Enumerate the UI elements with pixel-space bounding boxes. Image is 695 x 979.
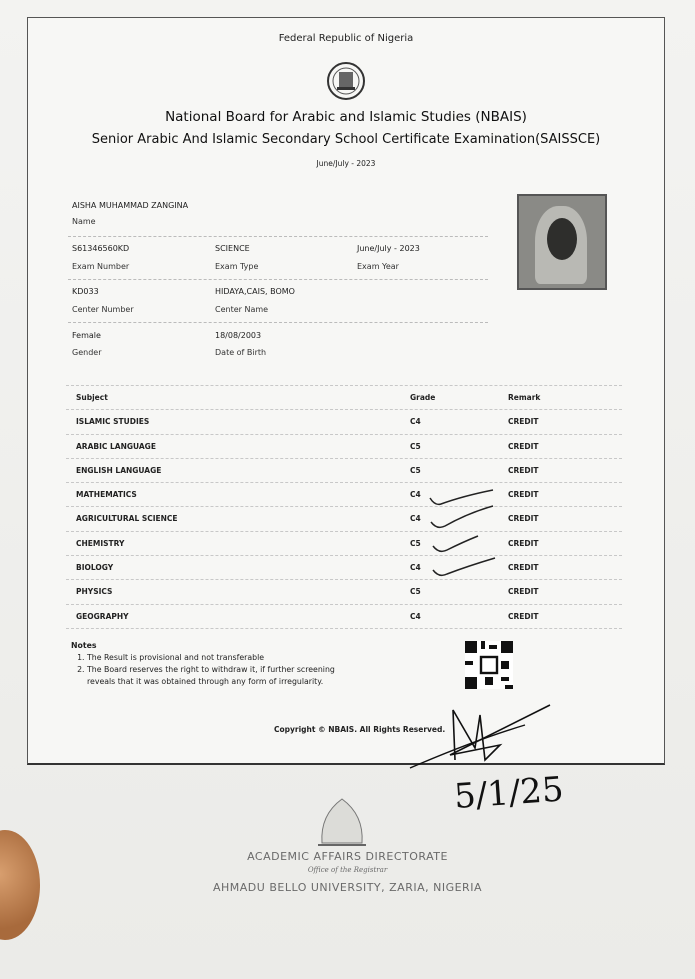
cell-grade: C4 [410, 490, 421, 500]
signature-date: 5/1/25 [452, 769, 565, 817]
table-header [66, 385, 622, 410]
exam-year: June/July - 2023 [357, 244, 420, 253]
handwritten-signature [405, 700, 575, 830]
table-row [66, 532, 622, 556]
exam-number: S61346560KD [72, 244, 130, 253]
subject-header: Subject [76, 393, 108, 402]
abu-crest-icon [312, 795, 372, 851]
copyright-text: Copyright © NBAIS. All Rights Reserved. [274, 725, 446, 734]
cell-subject: ISLAMIC STUDIES [76, 417, 150, 427]
note-item: 2. The Board reserves the right to withdraw it, if further screening reveals that it was obtained through any form of irregularity. [87, 664, 357, 688]
cell-grade: C4 [410, 563, 421, 573]
cell-subject: AGRICULTURAL SCIENCE [76, 514, 178, 524]
cell-grade: C4 [410, 611, 421, 621]
stamp-directorate: ACADEMIC AFFAIRS DIRECTORATE [247, 850, 448, 863]
cell-subject: ARABIC LANGUAGE [76, 441, 156, 451]
cell-remark: CREDIT [508, 587, 539, 597]
handwritten-tick-marks [423, 458, 503, 588]
notes-section [71, 640, 357, 688]
center-name: HIDAYA,CAIS, BOMO [215, 287, 295, 296]
cell-remark: CREDIT [508, 441, 539, 451]
center-name-label: Center Name [215, 305, 269, 314]
cell-grade: C5 [410, 587, 421, 597]
cell-subject: PHYSICS [76, 587, 113, 597]
stamp-office: Office of the Registrar [307, 866, 388, 874]
cell-grade: C5 [410, 465, 421, 475]
cell-subject: ENGLISH LANGUAGE [76, 465, 162, 475]
cell-remark: CREDIT [508, 563, 539, 573]
table-row [66, 435, 622, 459]
cell-grade: C4 [410, 514, 421, 524]
notes-title: Notes [71, 641, 97, 650]
cell-grade: C5 [410, 441, 421, 451]
table-row [66, 556, 622, 580]
table-row [66, 459, 622, 483]
exam-session: June/July - 2023 [316, 159, 376, 168]
cell-remark: CREDIT [508, 538, 539, 548]
cell-grade: C5 [410, 538, 421, 548]
table-row [66, 483, 622, 507]
exam-title: Senior Arabic And Islamic Secondary School Certificate Examination(SAISSCE) [91, 132, 601, 147]
gender-label: Gender [72, 348, 102, 357]
board-title: National Board for Arabic and Islamic Studies (NBAIS) [165, 109, 527, 125]
cell-subject: CHEMISTRY [76, 538, 125, 548]
exam-number-label: Exam Number [72, 262, 130, 271]
country-title: Federal Republic of Nigeria [278, 33, 414, 44]
table-row [66, 605, 622, 629]
exam-year-label: Exam Year [357, 262, 399, 271]
qr-code-icon [465, 641, 513, 689]
center-number: KD033 [72, 287, 99, 296]
result-certificate [27, 17, 665, 765]
date-of-birth: 18/08/2003 [215, 331, 262, 340]
candidate-name: AISHA MUHAMMAD ZANGINA [72, 201, 189, 210]
divider [68, 322, 488, 323]
nbais-logo-icon [326, 60, 366, 102]
exam-type: SCIENCE [215, 244, 250, 253]
grade-header: Grade [410, 393, 436, 402]
cell-subject: BIOLOGY [76, 563, 114, 573]
table-row [66, 410, 622, 434]
stamp-university: AHMADU BELLO UNIVERSITY, ZARIA, NIGERIA [213, 881, 482, 894]
cell-subject: MATHEMATICS [76, 490, 137, 500]
cell-subject: GEOGRAPHY [76, 611, 129, 621]
cell-remark: CREDIT [508, 490, 539, 500]
cell-remark: CREDIT [508, 611, 539, 621]
candidate-photo [517, 194, 607, 290]
cell-grade: C4 [410, 417, 421, 427]
divider [68, 236, 488, 237]
gender: Female [72, 331, 101, 340]
table-row [66, 507, 622, 531]
name-label: Name [72, 217, 96, 226]
remark-header: Remark [508, 393, 541, 402]
cell-remark: CREDIT [508, 417, 539, 427]
exam-type-label: Exam Type [215, 262, 259, 271]
cell-remark: CREDIT [508, 514, 539, 524]
table-row [66, 580, 622, 604]
divider [68, 279, 488, 280]
center-number-label: Center Number [72, 305, 134, 314]
note-item: 1. The Result is provisional and not transferable [87, 652, 357, 664]
results-table [66, 385, 622, 629]
cell-remark: CREDIT [508, 465, 539, 475]
dob-label: Date of Birth [215, 348, 267, 357]
